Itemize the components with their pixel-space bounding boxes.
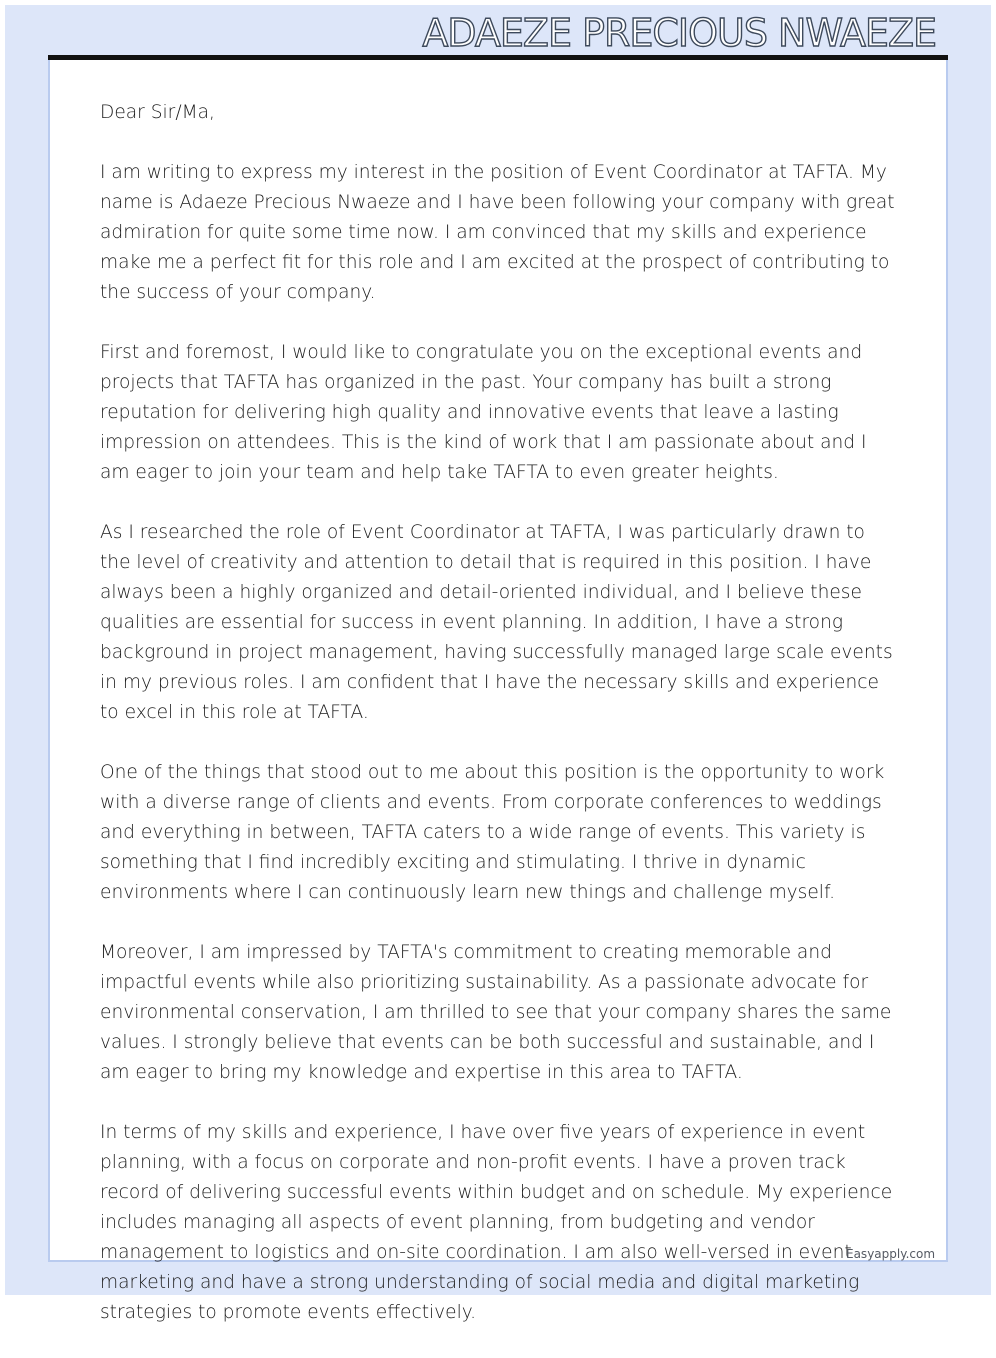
letter-salutation: Dear Sir/Ma, [100,102,215,123]
letter-paragraph-2: First and foremost, I would like to congratulate you on the exceptional events and projects that TAFTA has organized in the past. Your company has built a strong reputation for delivering high quality and innovative events that leave a lasting impression on attendees. This is the kind of work that I am passionate about and I am eager to join your team and help take TAFTA to even greater heights. [100,342,867,483]
letter-paragraph-3: As I researched the role of Event Coordinator at TAFTA, I was particularly drawn to the level of creativity and attention to detail that is required in this position. I have always been a highly organized and detail-oriented individual, and I believe these qualities are essential for success in event planning. In addition, I have a strong background in project management, having successfully managed large scale events in my previous roles. I am confident that I have the necessary skills and experience to excel in this role at TAFTA. [100,522,893,723]
letter-paragraph-4: One of the things that stood out to me about this position is the opportunity to work with a diverse range of clients and events. From corporate conferences to weddings and everything in between, TAFTA caters to a wide range of events. This variety is something that I find incredibly exciting and stimulating. I thrive in dynamic environments where I can continuously learn new things and challenge myself. [100,762,885,903]
watermark-text: Easyapply.com [846,1247,936,1261]
applicant-name-heading: ADAEZE PRECIOUS NWAEZE [422,11,936,55]
letter-paragraph-6: In terms of my skills and experience, I have over five years of experience in event planning, with a focus on corporate and non-profit events. I have a proven track record of delivering successful events within budget and on schedule. My experience includes managing all aspects of event planning, from budgeting and vendor management to logistics and on-site coordination. I am also well-versed in event marketing and have a strong understanding of social media and digital marketing strategies to promote events effectively. [100,1122,893,1323]
letter-paragraph-5: Moreover, I am impressed by TAFTA's commitment to creating memorable and impactful events while also prioritizing sustainability. As a passionate advocate for environmental conservation, I am thrilled to see that your company shares the same values. I strongly believe that events can be both successful and sustainable, and I am eager to bring my knowledge and expertise in this area to TAFTA. [100,942,892,1083]
letter-paragraph-1: I am writing to express my interest in the position of Event Coordinator at TAFTA. My name is Adaeze Precious Nwaeze and I have been following your company with great admiration for quite some time now. I am convinced that my skills and experience make me a perfect fit for this role and I am excited at the prospect of contributing to the success of your company. [100,162,895,303]
cover-letter-body [100,98,900,1358]
header-divider [48,55,948,60]
